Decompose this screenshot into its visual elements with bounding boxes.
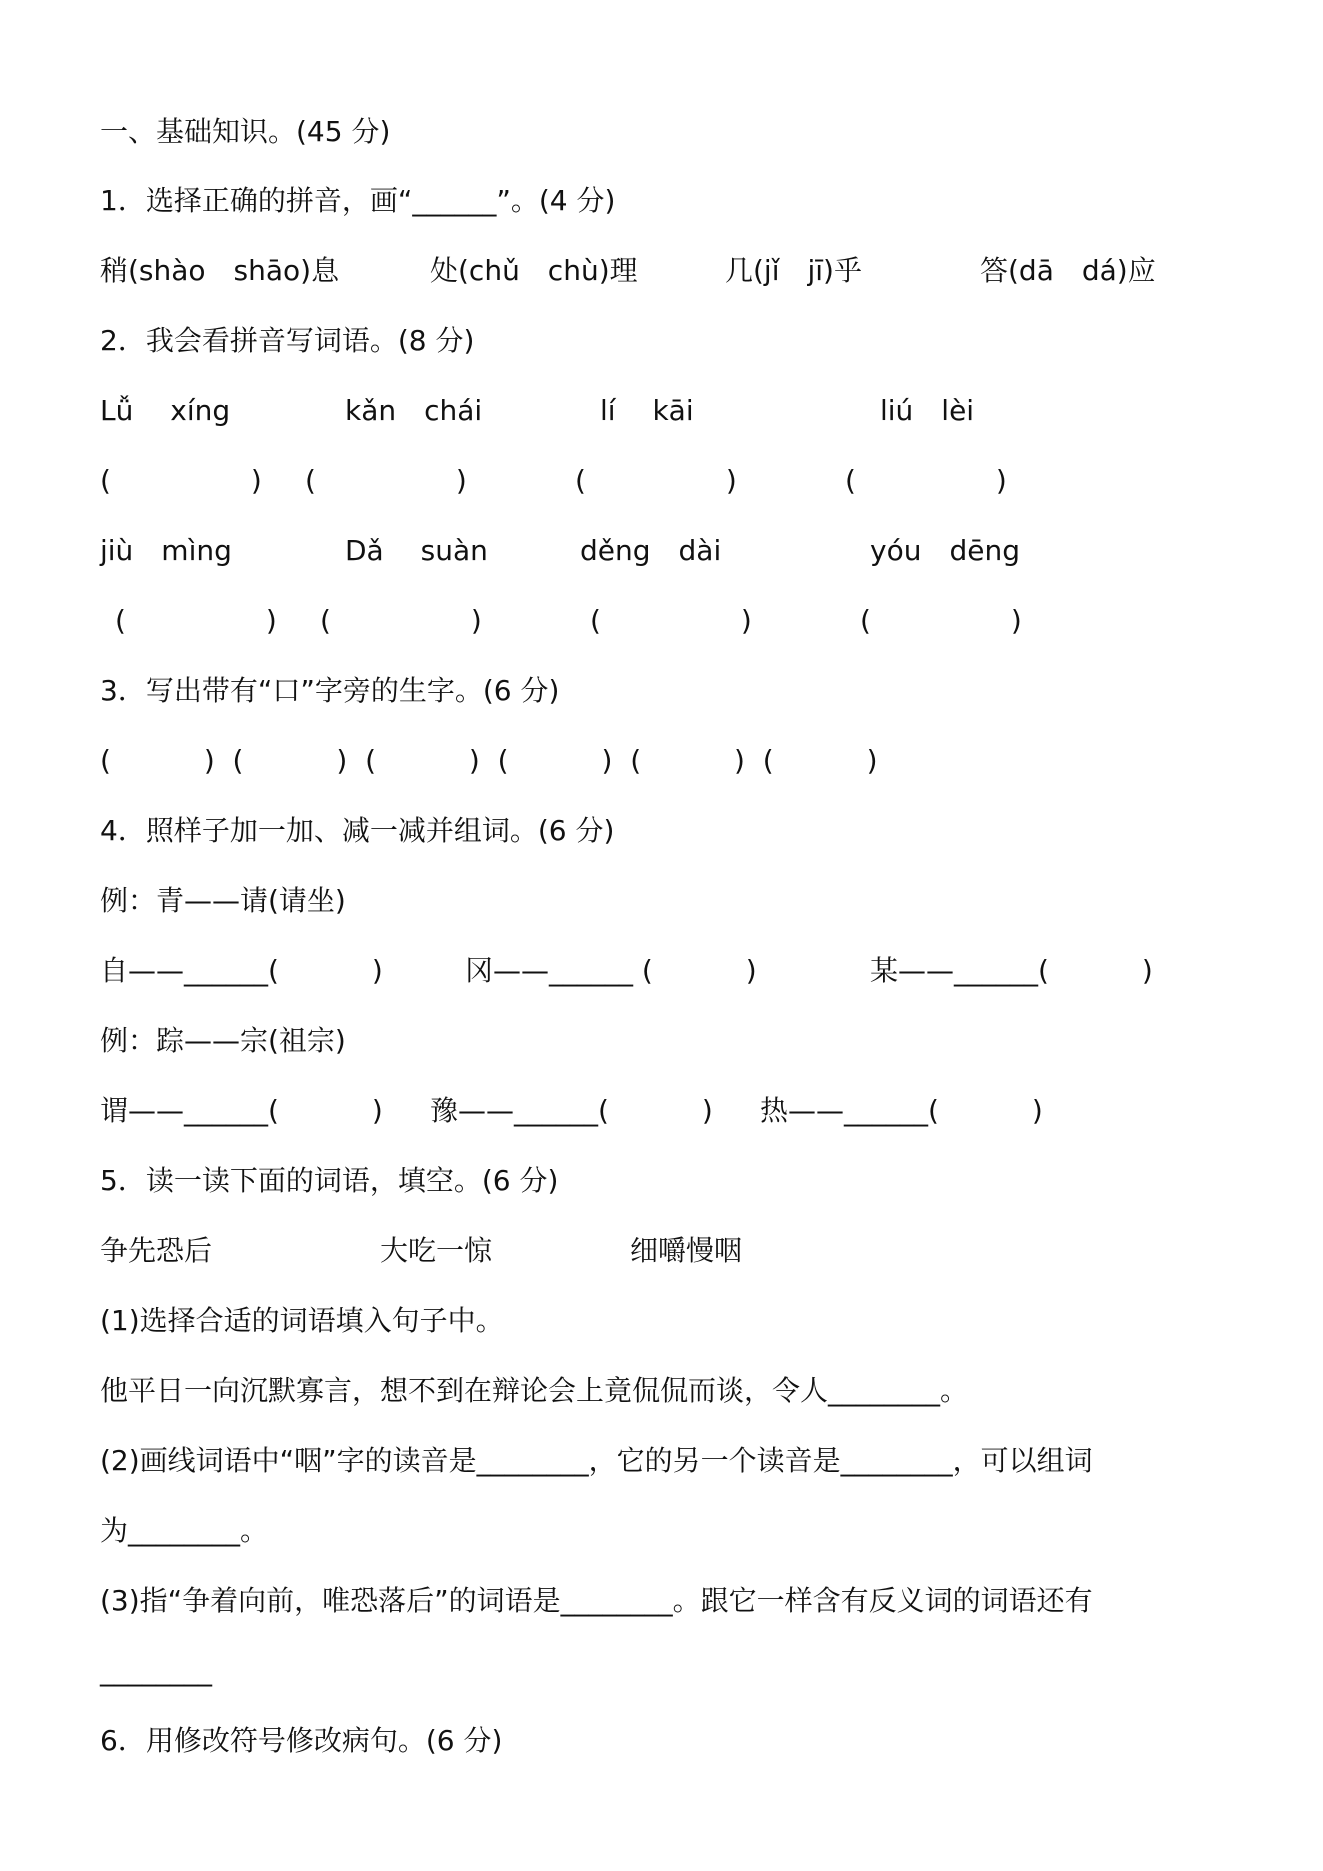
q2-blank-4[interactable]: ( ) [845, 464, 1007, 497]
q4-item-2[interactable]: 冈——______ ( ) [465, 954, 757, 987]
q4-item-3[interactable]: 某——______( ) [870, 954, 1153, 987]
q2-blank-1[interactable]: ( ) [100, 464, 262, 497]
q2-title: 2．我会看拼音写词语。(8 分) [100, 324, 475, 357]
q4-item-6[interactable]: 热——______( ) [760, 1094, 1043, 1127]
q4-title: 4．照样子加一加、减一减并组词。(6 分) [100, 814, 615, 847]
q2-pinyin-5: jiù mìng [100, 534, 232, 567]
q4-item-5[interactable]: 豫——______( ) [430, 1094, 713, 1127]
q1-item-3: 几(jǐ jī)乎 [725, 254, 862, 287]
q5-sub2-cont[interactable]: 为________。 [100, 1514, 269, 1547]
section-title: 一、基础知识。(45 分) [100, 115, 391, 148]
q4-example-1: 例：青——请(请坐) [100, 884, 346, 917]
q4-example-2: 例：踪——宗(祖宗) [100, 1024, 346, 1057]
q5-sub2[interactable]: (2)画线词语中“咽”字的读音是________，它的另一个读音是________，可以组词 [100, 1444, 1093, 1477]
q2-pinyin-7: děng dài [580, 534, 722, 567]
q2-pinyin-4: liú lèi [880, 394, 975, 427]
q5-word-2: 大吃一惊 [380, 1234, 493, 1267]
q4-item-4[interactable]: 谓——______( ) [100, 1094, 383, 1127]
q1-item-2: 处(chǔ chù)理 [430, 254, 638, 287]
q5-sub3-cont[interactable]: ________ [100, 1654, 212, 1687]
q3-blanks[interactable]: ( ) ( ) ( ) ( ) ( ) ( ) [100, 744, 878, 777]
q2-blank-5[interactable]: ( ) [115, 604, 277, 637]
q1-title: 1．选择正确的拼音，画“______”。(4 分) [100, 184, 616, 217]
q2-pinyin-2: kǎn chái [345, 394, 483, 427]
q1-item-1: 稍(shào shāo)息 [100, 254, 340, 287]
q4-item-1[interactable]: 自——______( ) [100, 954, 383, 987]
q2-pinyin-8: yóu dēng [870, 534, 1020, 567]
q2-blank-7[interactable]: ( ) [590, 604, 752, 637]
q2-blank-2[interactable]: ( ) [305, 464, 467, 497]
q2-blank-8[interactable]: ( ) [860, 604, 1022, 637]
q5-sub3[interactable]: (3)指“争着向前，唯恐落后”的词语是________。跟它一样含有反义词的词语还有 [100, 1584, 1093, 1617]
q5-word-1: 争先恐后 [100, 1234, 213, 1267]
q2-blank-6[interactable]: ( ) [320, 604, 482, 637]
q2-pinyin-6: Dǎ suàn [345, 534, 488, 567]
q6-title: 6．用修改符号修改病句。(6 分) [100, 1724, 503, 1757]
q2-pinyin-1: Lǚ xíng [100, 394, 231, 427]
q1-item-4: 答(dā dá)应 [980, 254, 1156, 287]
q5-title: 5．读一读下面的词语，填空。(6 分) [100, 1164, 559, 1197]
q5-word-3: 细嚼慢咽 [630, 1234, 743, 1267]
q5-sub1-sentence[interactable]: 他平日一向沉默寡言，想不到在辩论会上竟侃侃而谈，令人________。 [100, 1374, 969, 1407]
q2-pinyin-3: lí kāi [600, 394, 694, 427]
q5-sub1: (1)选择合适的词语填入句子中。 [100, 1304, 504, 1337]
q3-title: 3．写出带有“口”字旁的生字。(6 分) [100, 674, 560, 707]
q2-blank-3[interactable]: ( ) [575, 464, 737, 497]
